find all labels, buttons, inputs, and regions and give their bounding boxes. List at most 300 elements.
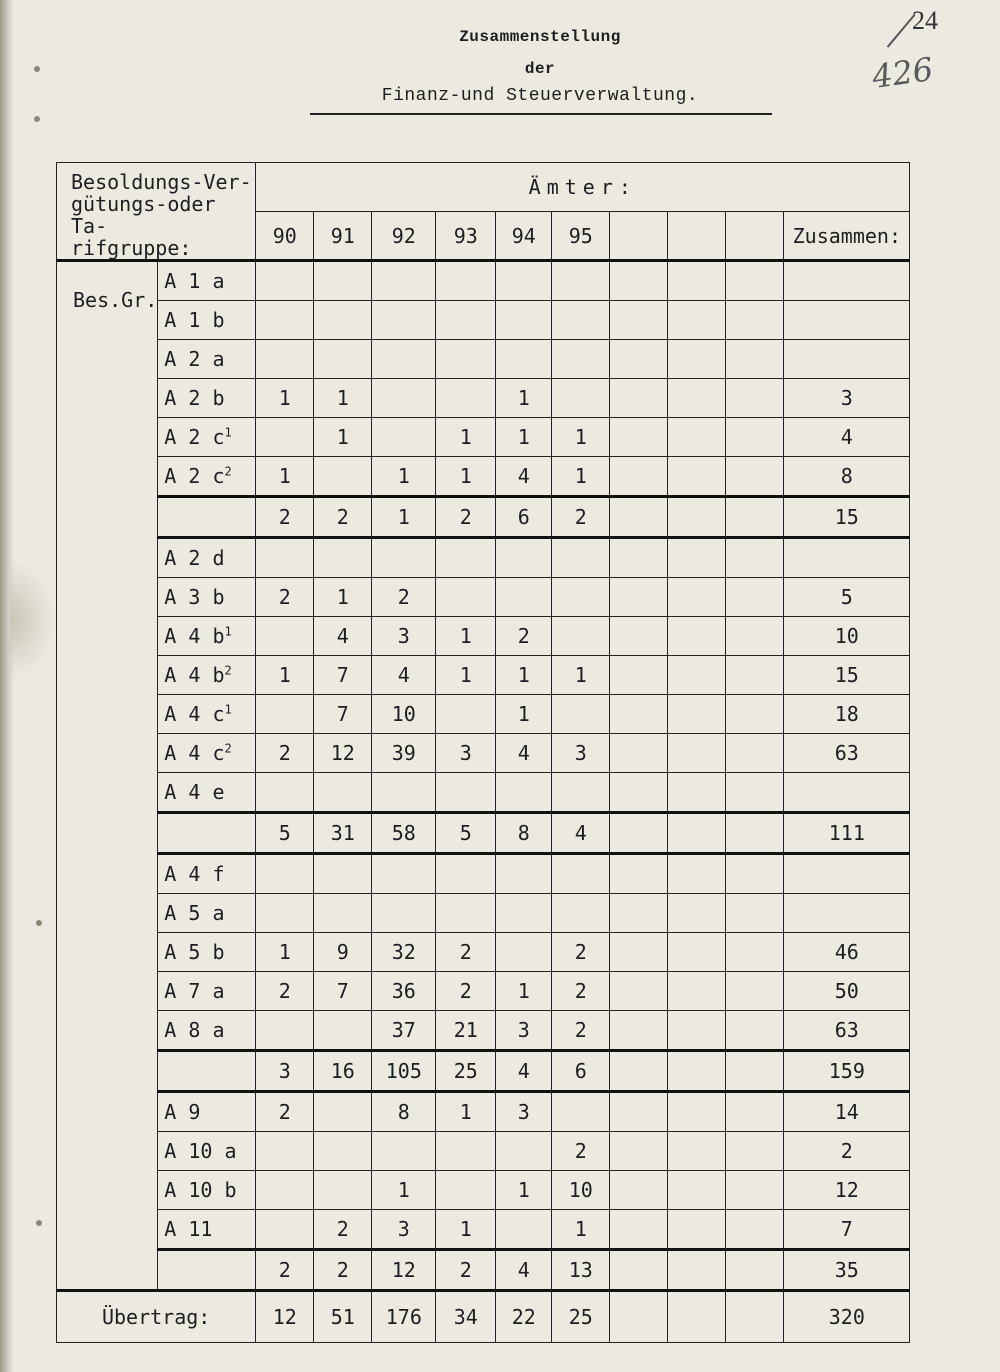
cell-office-95: 2 — [552, 1011, 610, 1051]
carry-label: Übertrag: — [57, 1291, 256, 1343]
cell-office-93 — [436, 695, 496, 734]
cell-office-91 — [314, 340, 372, 379]
cell-office-93 — [436, 538, 496, 578]
pay-group — [158, 418, 256, 457]
pay-group-label: A 2 b — [164, 386, 225, 410]
row-total — [784, 301, 910, 340]
pay-group-label: A 1 b — [164, 308, 225, 332]
cell-office-95 — [552, 261, 610, 301]
pay-group — [158, 894, 256, 933]
cell-office-91 — [314, 1092, 372, 1132]
blank-cell — [668, 854, 726, 894]
table-row — [57, 656, 910, 695]
side-label: Bes.Gr. — [57, 261, 158, 1291]
pay-group — [158, 773, 256, 813]
row-total: 12 — [784, 1171, 910, 1210]
table-row — [57, 379, 910, 418]
punch-hole — [36, 920, 42, 926]
pay-group — [158, 972, 256, 1011]
carry-office-93: 34 — [436, 1291, 496, 1343]
cell-office-90: 1 — [256, 457, 314, 497]
cell-office-94: 8 — [496, 813, 552, 854]
row-total: 50 — [784, 972, 910, 1011]
cell-office-92 — [372, 418, 436, 457]
cell-office-90 — [256, 418, 314, 457]
title-line-2: der — [524, 60, 556, 78]
pay-group-label: A 10 a — [164, 1139, 237, 1163]
blank-cell — [726, 379, 784, 418]
cell-office-90: 2 — [256, 497, 314, 538]
pay-group — [158, 933, 256, 972]
subtotal-row — [57, 1250, 910, 1291]
blank-cell — [668, 1051, 726, 1092]
blank-cell — [610, 734, 668, 773]
pay-group — [158, 1250, 256, 1291]
table-row — [57, 617, 910, 656]
cell-office-93: 2 — [436, 1250, 496, 1291]
table-row — [57, 1132, 910, 1171]
cell-office-90: 1 — [256, 933, 314, 972]
blank-cell — [610, 1051, 668, 1092]
cell-office-93: 1 — [436, 1092, 496, 1132]
blank-cell — [610, 813, 668, 854]
cell-office-90 — [256, 617, 314, 656]
cell-office-92: 32 — [372, 933, 436, 972]
subtotal-row — [57, 813, 910, 854]
row-total: 5 — [784, 578, 910, 617]
cell-office-90 — [256, 1210, 314, 1250]
cell-office-94: 6 — [496, 497, 552, 538]
pay-group-label: A 4 b — [164, 663, 225, 687]
cell-office-94: 4 — [496, 1250, 552, 1291]
blank-cell — [668, 457, 726, 497]
cell-office-94 — [496, 773, 552, 813]
cell-office-92 — [372, 340, 436, 379]
pay-group-label: A 9 — [164, 1100, 201, 1124]
cell-office-95 — [552, 538, 610, 578]
cell-office-95: 1 — [552, 457, 610, 497]
cell-office-92: 1 — [372, 1171, 436, 1210]
cell-office-91: 31 — [314, 813, 372, 854]
cell-office-93 — [436, 301, 496, 340]
carry-office-95: 25 — [552, 1291, 610, 1343]
cell-office-93 — [436, 854, 496, 894]
cell-office-93 — [436, 578, 496, 617]
row-total: 4 — [784, 418, 910, 457]
table-row — [57, 933, 910, 972]
blank-cell — [726, 1051, 784, 1092]
cell-office-94: 2 — [496, 617, 552, 656]
blank-cell — [610, 933, 668, 972]
cell-office-91 — [314, 1132, 372, 1171]
blank-cell — [726, 656, 784, 695]
group-header-line: Besoldungs-Ver- — [71, 170, 252, 194]
cell-office-95: 3 — [552, 734, 610, 773]
row-total — [784, 261, 910, 301]
pay-group — [158, 497, 256, 538]
cell-office-95 — [552, 578, 610, 617]
blank-cell — [610, 578, 668, 617]
pay-group — [158, 656, 256, 695]
cell-office-91 — [314, 1171, 372, 1210]
cell-office-90 — [256, 1011, 314, 1051]
cell-office-95 — [552, 894, 610, 933]
blank-cell — [726, 457, 784, 497]
row-total: 159 — [784, 1051, 910, 1092]
cell-office-95 — [552, 301, 610, 340]
blank-cell — [668, 813, 726, 854]
blank-cell — [726, 418, 784, 457]
cell-office-90: 1 — [256, 379, 314, 418]
pay-group — [158, 1092, 256, 1132]
cell-office-92: 3 — [372, 1210, 436, 1250]
blank-cell — [668, 734, 726, 773]
blank-cell — [668, 617, 726, 656]
pay-group — [158, 734, 256, 773]
cell-office-91 — [314, 261, 372, 301]
cell-office-94: 1 — [496, 418, 552, 457]
pay-group — [158, 813, 256, 854]
paper-stain — [10, 560, 56, 680]
blank-cell — [610, 894, 668, 933]
cell-office-91: 1 — [314, 379, 372, 418]
blank-cell — [726, 261, 784, 301]
cell-office-93: 21 — [436, 1011, 496, 1051]
cell-office-94: 4 — [496, 1051, 552, 1092]
blank-cell — [668, 578, 726, 617]
pay-group — [158, 1171, 256, 1210]
cell-office-92 — [372, 301, 436, 340]
blank-cell — [610, 773, 668, 813]
pay-group — [158, 617, 256, 656]
pay-group — [158, 301, 256, 340]
cell-office-93 — [436, 894, 496, 933]
cell-office-91: 2 — [314, 497, 372, 538]
blank-cell — [668, 1132, 726, 1171]
cell-office-93: 2 — [436, 933, 496, 972]
cell-office-93 — [436, 1132, 496, 1171]
blank-cell — [610, 1011, 668, 1051]
cell-office-92 — [372, 773, 436, 813]
cell-office-91: 1 — [314, 578, 372, 617]
cell-office-91 — [314, 457, 372, 497]
row-total — [784, 773, 910, 813]
group-header — [57, 163, 256, 261]
blank-cell — [668, 538, 726, 578]
pay-group-label: A 3 b — [164, 585, 225, 609]
cell-office-90: 2 — [256, 1092, 314, 1132]
cell-office-95 — [552, 379, 610, 418]
cell-office-92 — [372, 854, 436, 894]
pay-group-label: A 5 b — [164, 940, 225, 964]
cell-office-92: 12 — [372, 1250, 436, 1291]
pay-group — [158, 261, 256, 301]
cell-office-92: 36 — [372, 972, 436, 1011]
blank-cell — [726, 854, 784, 894]
blank-cell — [610, 1291, 668, 1343]
row-total: 10 — [784, 617, 910, 656]
pay-group-label: A 8 a — [164, 1018, 225, 1042]
cell-office-91: 7 — [314, 656, 372, 695]
cell-office-94 — [496, 261, 552, 301]
pay-group-label: A 1 a — [164, 269, 225, 293]
cell-office-93: 1 — [436, 617, 496, 656]
cell-office-95: 1 — [552, 1210, 610, 1250]
row-total: 15 — [784, 656, 910, 695]
table-row — [57, 972, 910, 1011]
cell-office-91: 7 — [314, 695, 372, 734]
cell-office-91: 9 — [314, 933, 372, 972]
blank-cell — [668, 497, 726, 538]
cell-office-95 — [552, 695, 610, 734]
punch-hole — [34, 116, 40, 122]
pay-group — [158, 1132, 256, 1171]
blank-cell — [726, 813, 784, 854]
cell-office-92: 105 — [372, 1051, 436, 1092]
title-line-3: Finanz-und Steuerverwaltung. — [381, 86, 699, 106]
row-total: 7 — [784, 1210, 910, 1250]
blank-cell — [610, 379, 668, 418]
pay-group-label: A 4 c — [164, 702, 225, 726]
pay-group-label: A 7 a — [164, 979, 225, 1003]
blank-cell — [668, 1011, 726, 1051]
cell-office-90 — [256, 340, 314, 379]
cell-office-94 — [496, 301, 552, 340]
pay-group-suffix: 1 — [224, 624, 232, 639]
cell-office-94 — [496, 933, 552, 972]
pay-group-label: A 2 a — [164, 347, 225, 371]
table-row — [57, 418, 910, 457]
cell-office-94: 4 — [496, 457, 552, 497]
blank-cell — [610, 457, 668, 497]
cell-office-95 — [552, 340, 610, 379]
blank-cell — [610, 301, 668, 340]
punch-hole — [34, 66, 40, 72]
blank-cell — [668, 379, 726, 418]
blank-cell — [610, 1210, 668, 1250]
group-header-line: gütungs-oder Ta- — [71, 192, 216, 238]
pay-group — [158, 538, 256, 578]
cell-office-91 — [314, 854, 372, 894]
blank-cell — [726, 894, 784, 933]
cell-office-92 — [372, 894, 436, 933]
cell-office-92 — [372, 379, 436, 418]
cell-office-90 — [256, 301, 314, 340]
cell-office-94: 1 — [496, 379, 552, 418]
blank-cell — [726, 1011, 784, 1051]
blank-cell — [726, 972, 784, 1011]
cell-office-91: 1 — [314, 418, 372, 457]
office-blank — [610, 212, 668, 261]
blank-cell — [668, 1250, 726, 1291]
cell-office-93 — [436, 379, 496, 418]
office-blank — [668, 212, 726, 261]
blank-cell — [668, 656, 726, 695]
blank-cell — [726, 1250, 784, 1291]
cell-office-92: 39 — [372, 734, 436, 773]
row-total: 14 — [784, 1092, 910, 1132]
cell-office-93: 1 — [436, 1210, 496, 1250]
amter-header: Ämter: — [256, 163, 910, 212]
total-header: Zusammen: — [784, 212, 910, 261]
blank-cell — [610, 656, 668, 695]
cell-office-95 — [552, 617, 610, 656]
cell-office-90 — [256, 1132, 314, 1171]
table-row — [57, 340, 910, 379]
row-total: 18 — [784, 695, 910, 734]
blank-cell — [610, 1250, 668, 1291]
cell-office-95 — [552, 773, 610, 813]
blank-cell — [610, 1171, 668, 1210]
cell-office-92: 4 — [372, 656, 436, 695]
blank-cell — [610, 854, 668, 894]
blank-cell — [668, 773, 726, 813]
cell-office-90 — [256, 773, 314, 813]
office-90: 90 — [256, 212, 314, 261]
cell-office-92: 8 — [372, 1092, 436, 1132]
blank-cell — [610, 695, 668, 734]
blank-cell — [668, 1291, 726, 1343]
blank-cell — [726, 933, 784, 972]
pen-stroke — [887, 14, 916, 47]
blank-cell — [668, 1092, 726, 1132]
cell-office-92: 37 — [372, 1011, 436, 1051]
cell-office-94: 1 — [496, 695, 552, 734]
cell-office-90: 2 — [256, 734, 314, 773]
cell-office-94 — [496, 854, 552, 894]
cell-office-94: 3 — [496, 1011, 552, 1051]
cell-office-92: 10 — [372, 695, 436, 734]
page-number: 24 — [912, 6, 938, 35]
row-total — [784, 854, 910, 894]
table-row — [57, 854, 910, 894]
blank-cell — [668, 695, 726, 734]
cell-office-94: 1 — [496, 972, 552, 1011]
table-row — [57, 734, 910, 773]
cell-office-95: 2 — [552, 497, 610, 538]
cell-office-94: 4 — [496, 734, 552, 773]
blank-cell — [726, 1210, 784, 1250]
cell-office-91 — [314, 773, 372, 813]
table-row — [57, 894, 910, 933]
cell-office-93: 2 — [436, 497, 496, 538]
cell-office-94: 1 — [496, 1171, 552, 1210]
cell-office-94 — [496, 340, 552, 379]
cell-office-95: 10 — [552, 1171, 610, 1210]
cell-office-93: 2 — [436, 972, 496, 1011]
pay-group-label: A 5 a — [164, 901, 225, 925]
pay-group-suffix: 2 — [224, 741, 232, 756]
cell-office-91: 2 — [314, 1210, 372, 1250]
blank-cell — [726, 617, 784, 656]
pay-group-suffix: 1 — [224, 425, 232, 440]
pay-group — [158, 457, 256, 497]
blank-cell — [668, 418, 726, 457]
group-header-line: rifgruppe: — [71, 236, 192, 260]
title-line-1: Zusammenstellung — [459, 28, 621, 46]
carry-row — [57, 1291, 910, 1343]
office-94: 94 — [496, 212, 552, 261]
cell-office-90 — [256, 894, 314, 933]
subtotal-row — [57, 497, 910, 538]
cell-office-93: 5 — [436, 813, 496, 854]
cell-office-94 — [496, 1132, 552, 1171]
carry-office-92: 176 — [372, 1291, 436, 1343]
blank-cell — [726, 497, 784, 538]
page-edge — [0, 0, 14, 1372]
carry-office-90: 12 — [256, 1291, 314, 1343]
blank-cell — [726, 1291, 784, 1343]
cell-office-95: 2 — [552, 972, 610, 1011]
cell-office-91 — [314, 1011, 372, 1051]
row-total: 111 — [784, 813, 910, 854]
blank-cell — [668, 1210, 726, 1250]
office-91: 91 — [314, 212, 372, 261]
blank-cell — [610, 497, 668, 538]
pay-group — [158, 854, 256, 894]
blank-cell — [668, 301, 726, 340]
pay-group — [158, 1210, 256, 1250]
pay-group — [158, 578, 256, 617]
table-row — [57, 773, 910, 813]
subtotal-row — [57, 1051, 910, 1092]
row-total — [784, 894, 910, 933]
cell-office-92: 2 — [372, 578, 436, 617]
cell-office-90: 3 — [256, 1051, 314, 1092]
cell-office-94 — [496, 538, 552, 578]
blank-cell — [668, 933, 726, 972]
row-total: 2 — [784, 1132, 910, 1171]
pay-group-label: A 2 c — [164, 425, 225, 449]
cell-office-91 — [314, 301, 372, 340]
blank-cell — [726, 1171, 784, 1210]
blank-cell — [726, 340, 784, 379]
cell-office-94 — [496, 578, 552, 617]
cell-office-90 — [256, 854, 314, 894]
row-total — [784, 538, 910, 578]
blank-cell — [726, 773, 784, 813]
table-row — [57, 457, 910, 497]
cell-office-92: 3 — [372, 617, 436, 656]
blank-cell — [610, 418, 668, 457]
cell-office-93 — [436, 261, 496, 301]
cell-office-91 — [314, 894, 372, 933]
pay-group-suffix: 1 — [224, 702, 232, 717]
cell-office-94 — [496, 1210, 552, 1250]
blank-cell — [726, 1092, 784, 1132]
table-row — [57, 1171, 910, 1210]
blank-cell — [610, 617, 668, 656]
carry-office-94: 22 — [496, 1291, 552, 1343]
cell-office-90: 1 — [256, 656, 314, 695]
cell-office-95: 2 — [552, 933, 610, 972]
cell-office-92 — [372, 538, 436, 578]
cell-office-94: 3 — [496, 1092, 552, 1132]
cell-office-91: 7 — [314, 972, 372, 1011]
cell-office-92 — [372, 1132, 436, 1171]
cell-office-93: 1 — [436, 656, 496, 695]
table-row — [57, 301, 910, 340]
blank-cell — [610, 340, 668, 379]
table-row — [57, 538, 910, 578]
cell-office-90: 2 — [256, 1250, 314, 1291]
title-underline — [310, 113, 772, 115]
blank-cell — [610, 1132, 668, 1171]
pay-group-label: A 2 d — [164, 546, 225, 570]
cell-office-92: 1 — [372, 457, 436, 497]
cell-office-95 — [552, 854, 610, 894]
pay-group-label: A 2 c — [164, 464, 225, 488]
